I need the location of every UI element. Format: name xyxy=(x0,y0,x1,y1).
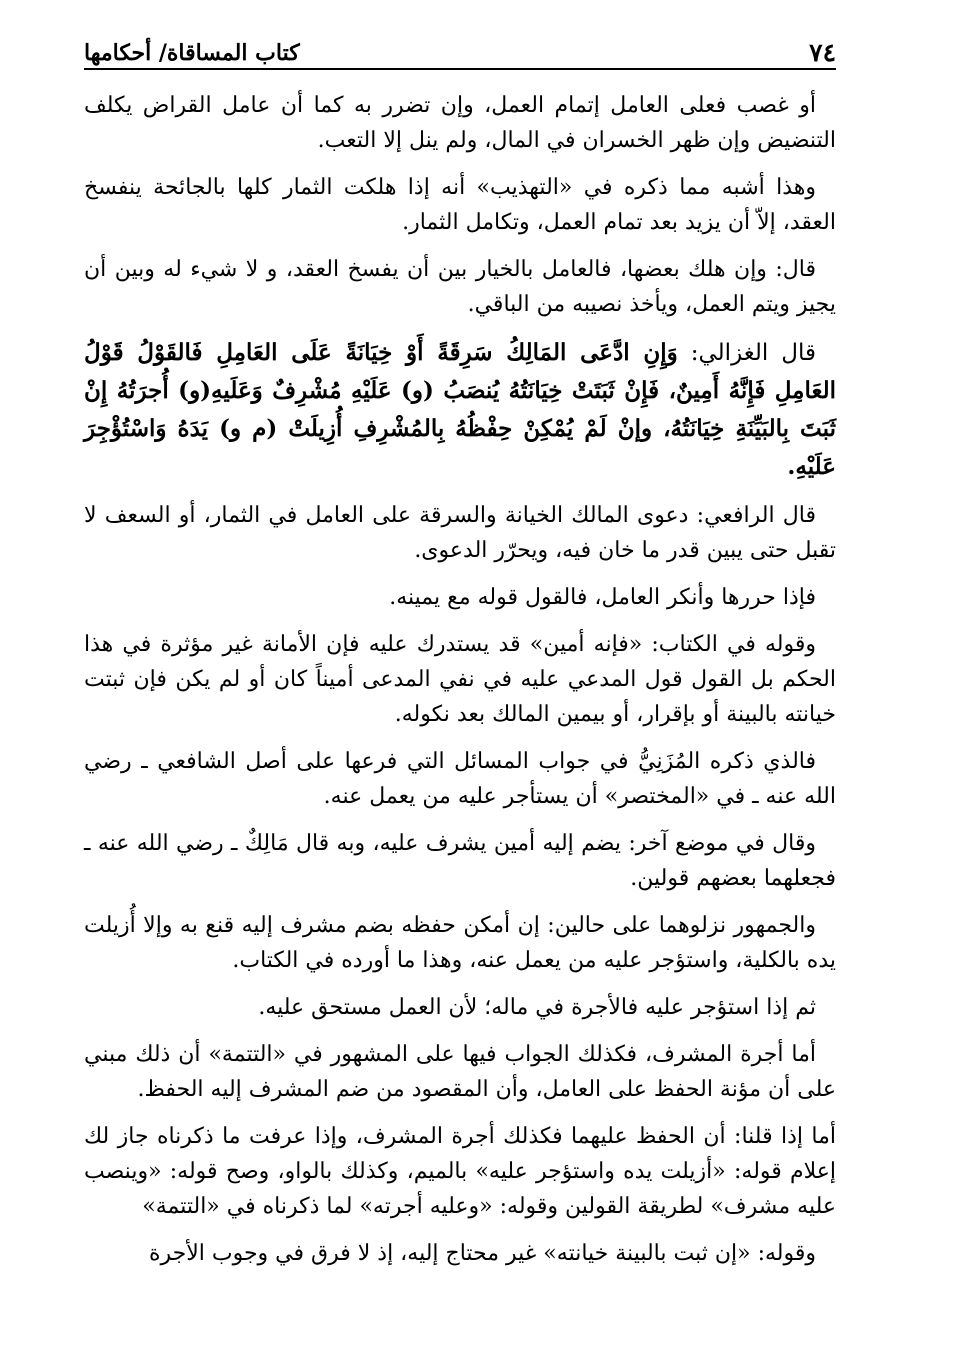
paragraph xyxy=(84,908,836,978)
paragraph-text: والجمهور نزلوهما على حالين: إن أمكن حفظه بضم مشرف إليه قنع به وإلا أُزيلت يده بالكلية، واستؤجر عليه من يعمل عنه، وهذا ما أورده في الكتاب. xyxy=(84,913,836,973)
paragraph xyxy=(84,498,836,568)
paragraph xyxy=(84,1037,836,1107)
paragraph xyxy=(84,252,836,322)
paragraph xyxy=(84,580,836,615)
page-header xyxy=(84,32,836,68)
running-title: كتاب المساقاة/ أحكامها xyxy=(84,40,300,66)
paragraph xyxy=(84,1236,836,1271)
paragraph-text: ثم إذا استؤجر عليه فالأجرة في ماله؛ لأن العمل مستحق عليه. xyxy=(258,995,816,1020)
paragraph-text: قال الرافعي: دعوى المالك الخيانة والسرقة على العامل في الثمار، أو السعف لا تقبل حتى يبين قدر ما خان فيه، ويحرّر الدعوى. xyxy=(84,503,836,563)
paragraph xyxy=(84,170,836,240)
paragraph xyxy=(84,627,836,732)
paragraph xyxy=(84,826,836,896)
paragraph xyxy=(84,88,836,158)
page-body xyxy=(84,88,836,1271)
header-rule xyxy=(84,68,836,70)
quote-text: وَإِنِ ادَّعَى المَالِكُ سَرِقَةً أَوْ خِيَانَةً عَلَى العَامِلِ فَالقَوْلُ قَوْلُ العَامِلِ فَإِنَّهُ أَمِينٌ، فَإِنْ ثَبَتَتْ خِيَانَتُهُ يُنصَبُ (و) عَلَيْهِ مُشْرِفٌ وَعَلَيهِ(و) أُجرَتُهُ إِنْ ثَبَتَ بِالبَيِّنَةِ خِيَانَتُهُ، وإنْ لَمْ يُمْكِنْ حِفْظُهُ بِالمُشْرِفِ أُزِيلَتْ (م و) يَدَهُ وَاسْتُؤْجِرَ عَلَيْهِ. xyxy=(84,339,836,480)
paragraph-text: أما أجرة المشرف، فكذلك الجواب فيها على المشهور في «التتمة» أن ذلك مبني على أن مؤنة الحفظ على العامل، وأن المقصود من ضم المشرف إليه الحفظ. xyxy=(84,1042,836,1102)
paragraph-text: وقوله في الكتاب: «فإنه أمين» قد يستدرك عليه فإن الأمانة غير مؤثرة في هذا الحكم بل القول قول المدعي عليه في نفي المدعى أميناً كان أو لم يكن فإن ثبتت خيانته بالبينة أو بإقرار، أو بيمين المالك بعد نكوله. xyxy=(84,632,836,727)
paragraph-text: أما إذا قلنا: أن الحفظ عليهما فكذلك أجرة المشرف، وإذا عرفت ما ذكرناه جاز لك إعلام قوله: «أزيلت يده واستؤجر عليه» بالميم، وكذلك بالواو، وصح قوله: «وينصب عليه مشرف» لطريقة القولين وقوله: «وعليه أجرته» لما ذكرناه في «التتمة» xyxy=(84,1124,836,1219)
paragraph-text: وقوله: «إن ثبت بالبينة خيانته» غير محتاج إليه، إذ لا فرق في وجوب الأجرة xyxy=(148,1241,816,1266)
book-page xyxy=(84,32,836,1342)
page-number: ٧٤ xyxy=(809,38,836,67)
paragraph-text: قال: وإن هلك بعضها، فالعامل بالخيار بين أن يفسخ العقد، و لا شيء له وبين أن يجيز ويتم العمل، ويأخذ نصيبه من الباقي. xyxy=(84,257,836,317)
paragraph xyxy=(84,744,836,814)
quote-lead: قال الغزالي: xyxy=(677,340,816,366)
paragraph-text: وهذا أشبه مما ذكره في «التهذيب» أنه إذا هلكت الثمار كلها بالجائحة ينفسخ العقد، إلاّ أن يزيد بعد تمام العمل، وتكامل الثمار. xyxy=(84,175,836,235)
ghazali-quote xyxy=(84,334,836,486)
paragraph xyxy=(84,1119,836,1224)
paragraph-text: وقال في موضع آخر: يضم إليه أمين يشرف عليه، وبه قال مَالِكٌ ـ رضي الله عنه ـ فجعلهما بعضهم قولين. xyxy=(84,831,836,891)
paragraph-text: فإذا حررها وأنكر العامل، فالقول قوله مع يمينه. xyxy=(389,585,816,610)
paragraph-text: أو غصب فعلى العامل إتمام العمل، وإن تضرر به كما أن عامل القراض يكلف التنضيض وإن ظهر الخسران في المال، ولم ينل إلا التعب. xyxy=(84,93,836,153)
paragraph-text: فالذي ذكره المُزَنِيُّ في جواب المسائل التي فرعها على أصل الشافعي ـ رضي الله عنه ـ في «المختصر» أن يستأجر عليه من يعمل عنه. xyxy=(84,749,836,809)
paragraph xyxy=(84,990,836,1025)
